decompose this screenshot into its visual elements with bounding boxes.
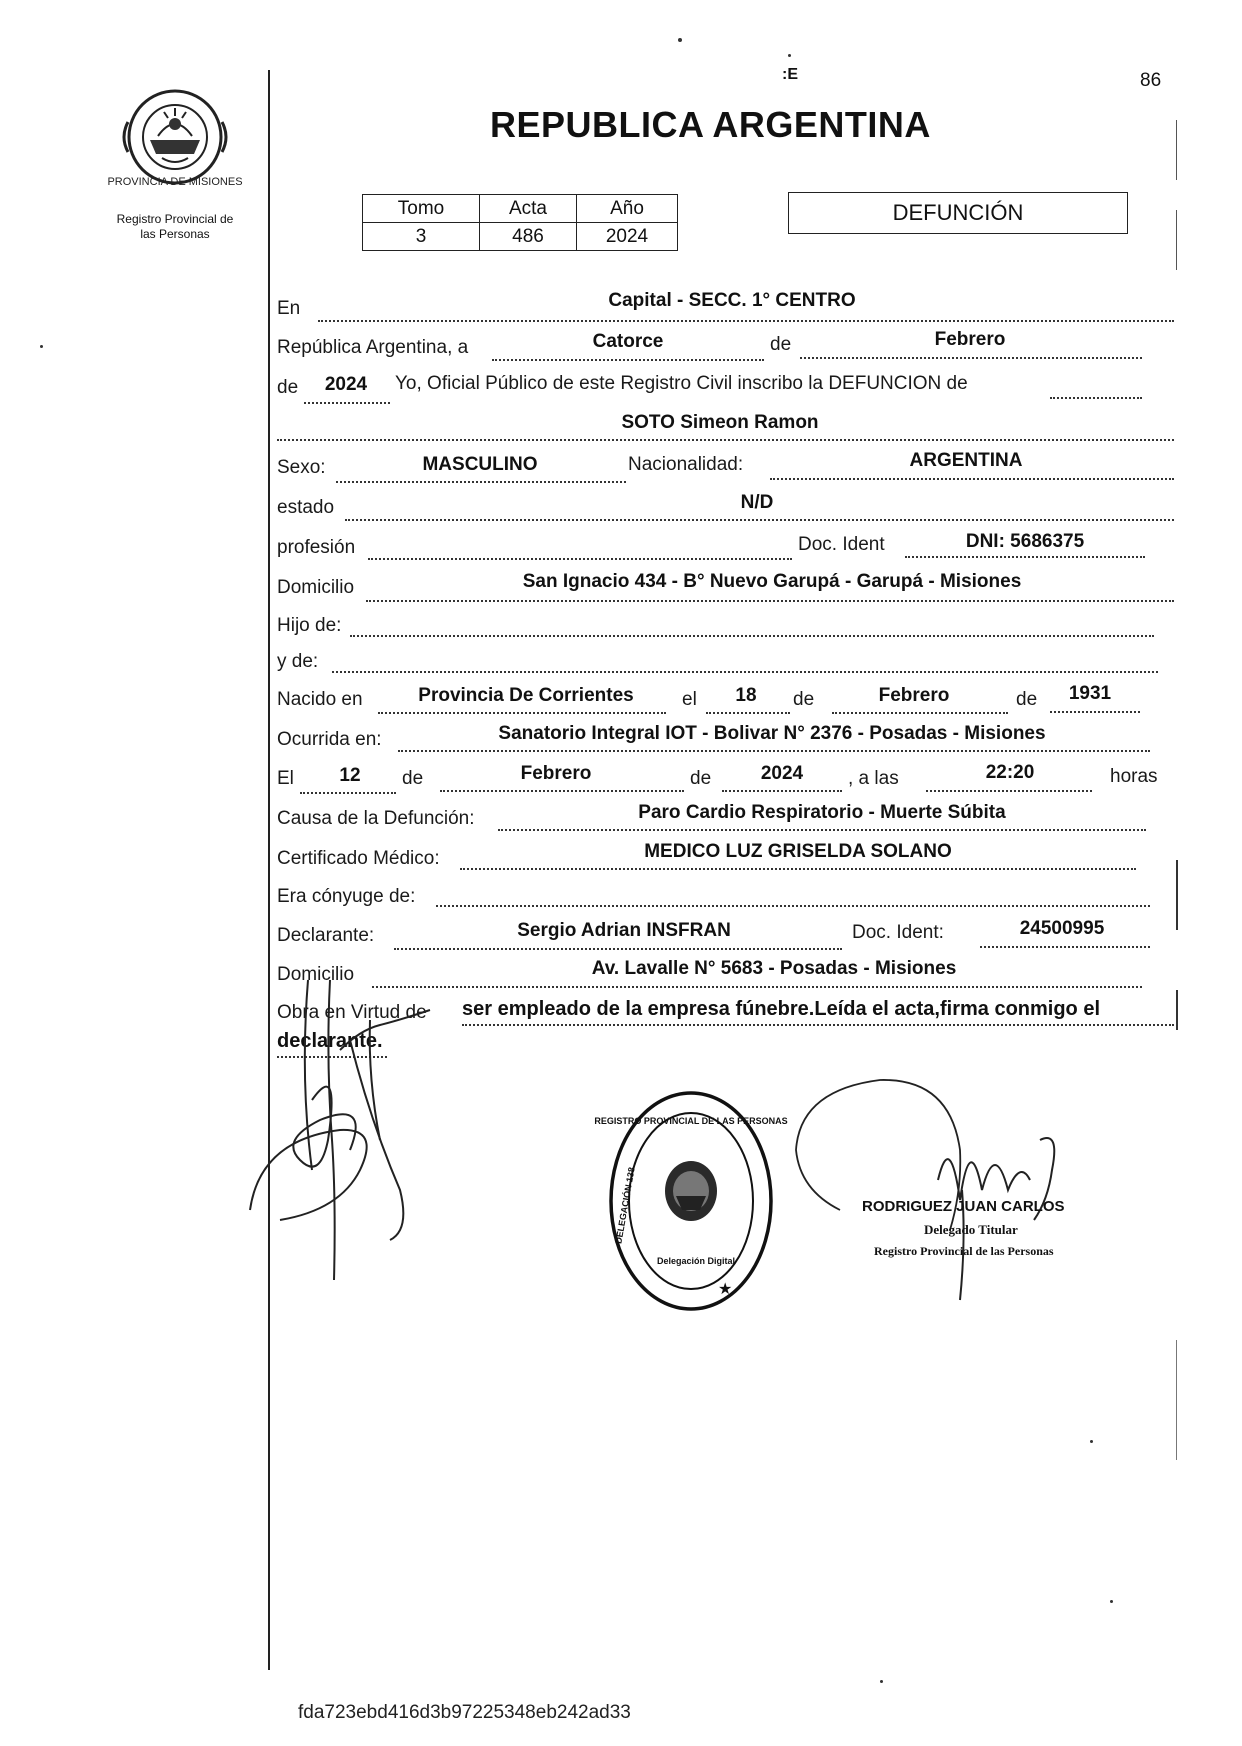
dotted-line (345, 519, 1174, 521)
dotted-line (398, 750, 1150, 752)
value-dni: DNI: 5686375 (965, 531, 1085, 552)
scan-speck (880, 1680, 883, 1683)
agency-name (90, 212, 260, 242)
value-anio-inscripcion: 2024 (324, 374, 368, 395)
label-el-cap: El (277, 768, 294, 789)
label-domicilio-2: Domicilio (277, 964, 355, 985)
value-dia-inscripcion: Catorce (592, 331, 664, 352)
scan-speck (788, 54, 791, 57)
value-nacionalidad: ARGENTINA (909, 450, 1023, 471)
label-conyuge: Era cónyuge de: (277, 886, 416, 907)
official-role: Delegado Titular (924, 1222, 1018, 1237)
dotted-line (336, 481, 626, 483)
label-doc-ident: Doc. Ident (798, 534, 885, 555)
label-a-las: , a las (848, 768, 899, 789)
value-certificado: MEDICO LUZ GRISELDA SOLANO (644, 841, 952, 862)
agency-line2: las Personas (140, 227, 210, 241)
label-y-de: y de: (277, 651, 319, 672)
value-domicilio: San Ignacio 434 - B° Nuevo Garupá - Garupá - Misiones (522, 571, 1022, 592)
value-declarante: Sergio Adrian INSFRAN (517, 920, 731, 941)
label-en: En (277, 298, 301, 319)
right-edge-mark (1176, 120, 1177, 180)
label-el: el (682, 689, 697, 710)
scan-speck (1090, 1440, 1093, 1443)
label-de: de (277, 377, 299, 398)
page-title: REPUBLICA ARGENTINA (490, 104, 931, 145)
label-obra: Obra en Virtud de (277, 1002, 427, 1023)
label-de: de (402, 768, 424, 789)
registry-header-anio: Año (577, 195, 678, 223)
value-mes-defuncion: Febrero (520, 763, 592, 784)
value-anio-defuncion: 2024 (760, 763, 804, 784)
right-edge-mark (1176, 860, 1178, 930)
label-domicilio: Domicilio (277, 577, 355, 598)
registry-value-row (363, 223, 678, 251)
label-declarante: Declarante: (277, 925, 375, 946)
dotted-line (980, 946, 1150, 948)
right-edge-mark (1176, 990, 1178, 1030)
scan-speck (40, 345, 43, 348)
dotted-line (366, 600, 1174, 602)
dotted-line (436, 905, 1150, 907)
dotted-line (372, 986, 1142, 988)
dotted-line (277, 439, 1174, 441)
corner-mark: :E (782, 66, 798, 83)
dotted-line (332, 671, 1158, 673)
dotted-line (905, 556, 1145, 558)
registry-header-tomo: Tomo (363, 195, 480, 223)
doc-type: DEFUNCIÓN (892, 200, 1024, 225)
value-sexo: MASCULINO (422, 454, 538, 475)
value-domicilio-declarante: Av. Lavalle N° 5683 - Posadas - Misiones (591, 958, 957, 979)
label-de: de (770, 334, 792, 355)
registry-header-row (363, 195, 678, 223)
dotted-line (460, 868, 1136, 870)
registry-header-acta: Acta (480, 195, 577, 223)
dotted-line (368, 558, 792, 560)
registry-tomo: 3 (363, 223, 480, 251)
value-obra-line2: declarante. (277, 1030, 383, 1052)
dotted-line (926, 790, 1092, 792)
official-stamp (594, 1086, 788, 1316)
agency-line1: Registro Provincial de (116, 212, 234, 226)
label-estado: estado (277, 497, 335, 518)
dotted-line (498, 829, 1146, 831)
declarant-signature (240, 940, 450, 1290)
registry-table (362, 194, 678, 251)
right-edge-mark (1176, 1340, 1177, 1460)
seal-text: PROVINCIA DE MISIONES (107, 176, 243, 188)
dotted-line (722, 790, 842, 792)
dotted-line (832, 712, 1008, 714)
label-certificado: Certificado Médico: (277, 848, 440, 869)
dotted-line (350, 635, 1154, 637)
value-hora: 22:20 (985, 762, 1035, 783)
value-doc-declarante: 24500995 (1019, 918, 1105, 939)
registry-anio: 2024 (577, 223, 678, 251)
label-ocurrida: Ocurrida en: (277, 729, 382, 750)
value-mes-inscripcion: Febrero (934, 329, 1006, 350)
dotted-line (492, 359, 764, 361)
value-lugar-defuncion: Sanatorio Integral IOT - Bolivar N° 2376 - Posadas - Misiones (498, 723, 1046, 744)
label-sexo: Sexo: (277, 457, 326, 478)
provincial-seal (107, 82, 243, 192)
dotted-line (462, 1024, 1174, 1026)
value-estado: N/D (740, 492, 774, 513)
page-number: 86 (1140, 70, 1162, 91)
label-doc-ident-2: Doc. Ident: (852, 922, 944, 943)
label-de: de (1016, 689, 1038, 710)
doc-type-box (788, 192, 1128, 234)
label-yo: Yo, Oficial Público de este Registro Civil inscribo la DEFUNCION de (395, 373, 968, 394)
label-republica: República Argentina, a (277, 337, 469, 358)
dotted-line (378, 712, 666, 714)
dotted-line (800, 357, 1142, 359)
registry-acta: 486 (480, 223, 577, 251)
stamp-left-text: DELEGACIÓN 138 (613, 1166, 637, 1245)
dotted-line (304, 402, 390, 404)
value-dia-defuncion: 12 (339, 765, 361, 786)
stamp-outer-text: REGISTRO PROVINCIAL DE LAS PERSONAS (594, 1116, 788, 1126)
label-de: de (793, 689, 815, 710)
value-anio-nacimiento: 1931 (1068, 683, 1112, 704)
label-causa: Causa de la Defunción: (277, 808, 475, 829)
dotted-line (1050, 397, 1142, 399)
scan-speck (678, 38, 682, 42)
dotted-line (300, 792, 396, 794)
official-signature (790, 1070, 1120, 1310)
dotted-line (318, 320, 1174, 322)
document-hash: fda723ebd416d3b97225348eb242ad33 (298, 1702, 631, 1723)
label-nacido: Nacido en (277, 689, 363, 710)
dotted-line (394, 948, 842, 950)
value-causa: Paro Cardio Respiratorio - Muerte Súbita (638, 802, 1006, 823)
official-name: RODRIGUEZ JUAN CARLOS (862, 1198, 1065, 1215)
dotted-line (770, 478, 1174, 480)
label-profesion: profesión (277, 537, 356, 558)
value-mes-nacimiento: Febrero (878, 685, 950, 706)
dotted-line (706, 712, 790, 714)
label-nacionalidad: Nacionalidad: (628, 454, 744, 475)
star-icon: ★ (718, 1279, 733, 1298)
label-horas: horas (1110, 766, 1158, 787)
value-lugar: Capital - SECC. 1° CENTRO (608, 290, 856, 311)
right-edge-mark (1176, 210, 1177, 270)
dotted-line (440, 790, 684, 792)
stamp-inner-text: Delegación Digital (656, 1256, 736, 1266)
value-nombre: SOTO Simeon Ramon (621, 412, 819, 433)
label-hijo: Hijo de: (277, 615, 342, 636)
dotted-line (1050, 711, 1140, 713)
margin-rule (268, 70, 270, 1670)
value-obra-line1: ser empleado de la empresa fúnebre.Leída el acta,firma conmigo el (462, 998, 1101, 1020)
value-dia-nacimiento: 18 (735, 685, 757, 706)
official-agency: Registro Provincial de las Personas (874, 1244, 1054, 1258)
value-lugar-nacimiento: Provincia De Corrientes (418, 685, 634, 706)
label-de: de (690, 768, 712, 789)
scan-speck (1110, 1600, 1113, 1603)
